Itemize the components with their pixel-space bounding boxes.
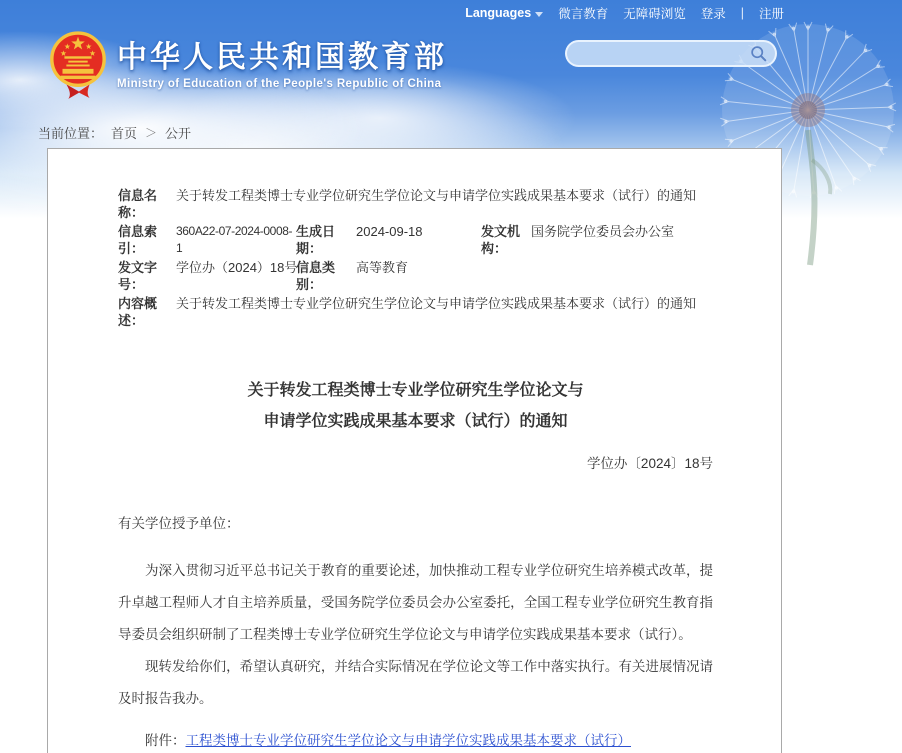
breadcrumb-prefix: 当前位置： bbox=[38, 126, 104, 141]
info-value-org: 国务院学位委员会办公室 bbox=[531, 224, 675, 239]
document-title-line1: 关于转发工程类博士专业学位研究生学位论文与 bbox=[247, 382, 584, 399]
info-label-index: 信息索引： bbox=[118, 224, 158, 256]
info-table bbox=[118, 187, 713, 329]
info-value-summary: 关于转发工程类博士专业学位研究生学位论文与申请学位实践成果基本要求（试行）的通知 bbox=[176, 296, 697, 311]
info-row-index bbox=[118, 223, 713, 257]
nav-item-accessibility[interactable]: 无障碍浏览 bbox=[623, 7, 686, 21]
login-link[interactable]: 登录 bbox=[700, 7, 726, 21]
paragraph-2: 现转发给你们，希望认真研究，并结合实际情况在学位论文等工作中落实执行。有关进展情况请及时报告我办。 bbox=[118, 659, 713, 706]
salutation: 有关学位授予单位： bbox=[118, 516, 240, 531]
breadcrumb bbox=[38, 123, 191, 142]
info-value-category: 高等教育 bbox=[356, 260, 409, 275]
document-number: 学位办〔2024〕18号 bbox=[586, 456, 713, 471]
info-value-name: 关于转发工程类博士专业学位研究生学位论文与申请学位实践成果基本要求（试行）的通知 bbox=[176, 188, 697, 203]
info-value-index: 360A22-07-2024-0008-1 bbox=[176, 224, 293, 255]
content-panel bbox=[47, 148, 782, 753]
register-link[interactable]: 注册 bbox=[758, 7, 784, 21]
info-label-summary: 内容概述： bbox=[118, 296, 158, 328]
site-subtitle: Ministry of Education of the People's Republic of China bbox=[117, 77, 442, 90]
info-label-date: 生成日期： bbox=[296, 224, 336, 256]
nav-item-weiyan[interactable]: 微言教育 bbox=[558, 7, 609, 21]
site-title-block bbox=[117, 41, 447, 90]
info-value-date: 2024-09-18 bbox=[356, 224, 423, 239]
info-row-summary bbox=[118, 295, 713, 329]
info-value-docno: 学位办（2024）18号 bbox=[176, 260, 298, 275]
breadcrumb-home-link[interactable]: 首页 bbox=[111, 126, 138, 141]
top-navigation bbox=[465, 4, 784, 22]
languages-label: Languages bbox=[465, 6, 532, 20]
document-title-line2: 申请学位实践成果基本要求（试行）的通知 bbox=[263, 413, 568, 430]
site-header[interactable] bbox=[47, 30, 447, 100]
breadcrumb-separator: ＞ bbox=[145, 126, 158, 140]
info-label-category: 信息类别： bbox=[296, 260, 336, 292]
nav-divider: | bbox=[740, 6, 744, 20]
languages-menu[interactable] bbox=[465, 6, 543, 20]
info-row-name bbox=[118, 187, 713, 221]
search-box bbox=[565, 40, 777, 67]
national-emblem-icon bbox=[47, 30, 109, 100]
document-title bbox=[118, 375, 713, 437]
attachment-label: 附件： bbox=[145, 733, 186, 748]
attachment-link[interactable]: 工程类博士专业学位研究生学位论文与申请学位实践成果基本要求（试行） bbox=[185, 733, 631, 748]
attachment-row bbox=[118, 725, 713, 753]
info-label-org: 发文机构： bbox=[481, 224, 521, 256]
info-label-docno: 发文字号： bbox=[118, 260, 158, 292]
info-row-docno bbox=[118, 259, 713, 293]
paragraph-1: 为深入贯彻习近平总书记关于教育的重要论述，加快推动工程专业学位研究生培养模式改革，提升卓越工程师人才自主培养质量，受国务院学位委员会办公室委托，全国工程专业学位研究生教育指导委员会组织研制了工程类博士专业学位研究生学位论文与申请学位实践成果基本要求（试行）。 bbox=[118, 563, 713, 642]
chevron-down-icon bbox=[535, 12, 543, 17]
search-icon[interactable] bbox=[750, 45, 767, 62]
info-label-name: 信息名称： bbox=[118, 188, 158, 220]
site-title: 中华人民共和国教育部 bbox=[117, 40, 447, 74]
search-input[interactable] bbox=[579, 44, 750, 64]
breadcrumb-current[interactable]: 公开 bbox=[165, 126, 192, 141]
